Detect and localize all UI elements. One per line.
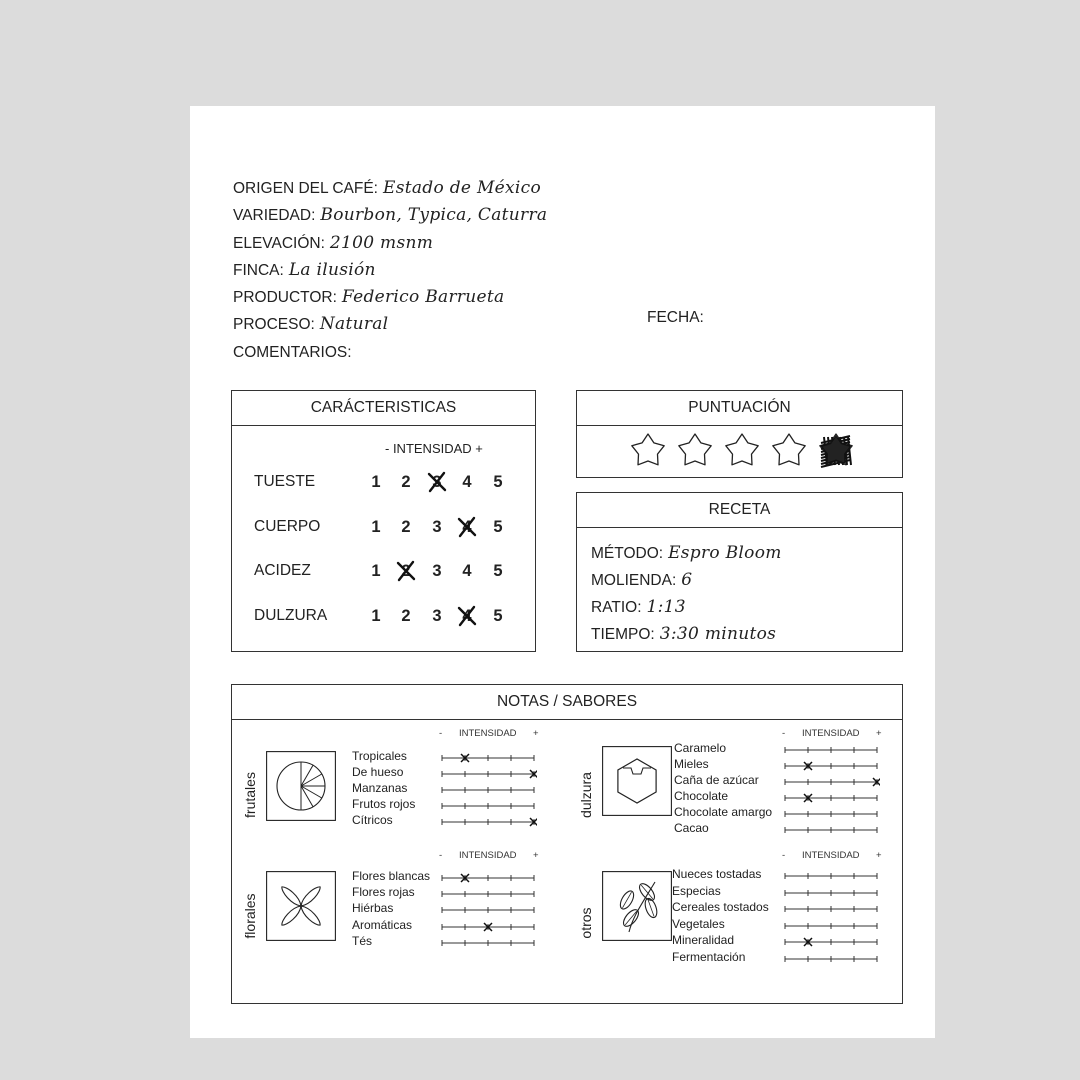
intensity-label: INTENSIDAD	[459, 728, 517, 739]
ratio-value: 1:13	[646, 597, 686, 617]
intensity-option[interactable]: 2	[401, 606, 411, 625]
intensity-scale[interactable]	[784, 919, 880, 933]
intensity-scale[interactable]	[784, 869, 880, 883]
characteristics-title: CARÁCTERISTICAS	[232, 391, 535, 426]
flavor-label: Frutos rojos	[352, 797, 416, 811]
intensity-scale[interactable]	[441, 871, 537, 885]
intensity-scale[interactable]	[784, 743, 880, 757]
time-field	[591, 624, 776, 644]
intensity-option[interactable]: 4	[462, 606, 472, 625]
intensity-option[interactable]: 3	[432, 562, 442, 580]
intensity-label: INTENSIDAD	[802, 728, 860, 739]
intensity-option[interactable]: 3	[432, 473, 442, 491]
intensity-scale[interactable]	[441, 767, 537, 781]
intensity-minus: -	[439, 850, 443, 861]
flavor-label: Cítricos	[352, 813, 393, 827]
intensity-scale[interactable]	[441, 887, 537, 901]
flavor-label: Nueces tostadas	[672, 867, 762, 881]
flavor-label: Caramelo	[674, 741, 727, 755]
flavor-label: Flores blancas	[352, 869, 431, 883]
characteristics-box	[231, 390, 536, 652]
star-icon[interactable]	[773, 434, 805, 465]
intensity-option[interactable]: 3	[432, 517, 442, 536]
star-icon[interactable]	[726, 434, 758, 465]
intensity-option[interactable]: 1	[371, 473, 381, 491]
time-value: 3:30 minutos	[659, 624, 777, 644]
recipe-box	[576, 492, 903, 652]
elevation-value: 2100 msnm	[329, 233, 434, 253]
star-icon[interactable]	[632, 434, 664, 465]
flavor-label: De hueso	[352, 765, 404, 779]
flavor-label: Vegetales	[672, 916, 725, 931]
leaves-icon	[602, 871, 672, 941]
intensity-scale[interactable]	[784, 759, 880, 773]
method-label: MÉTODO:	[591, 545, 664, 562]
notes-box	[231, 684, 903, 1004]
intensity-option[interactable]: 5	[493, 562, 503, 580]
intensity-option[interactable]: 1	[371, 562, 381, 580]
scribble-mark	[821, 436, 851, 467]
intensity-label: INTENSIDAD	[459, 850, 517, 861]
origin-label: ORIGEN DEL CAFÉ:	[233, 180, 378, 197]
intensity-scale[interactable]	[441, 903, 537, 917]
hand-x-mark	[456, 605, 478, 627]
intensity-option[interactable]: 5	[493, 473, 503, 491]
grind-label: MOLIENDA:	[591, 572, 677, 589]
flavor-label: Fermentación	[672, 949, 746, 964]
intensity-scale[interactable]	[784, 886, 880, 900]
flavor-label: Chocolate	[674, 789, 729, 803]
intensity-plus: +	[876, 850, 882, 861]
score-title: PUNTUACIÓN	[577, 391, 902, 426]
hand-x-mark	[395, 560, 417, 582]
origin-value: Estado de México	[382, 178, 541, 198]
stars-rating[interactable]	[577, 425, 902, 477]
farm-field	[233, 260, 376, 280]
variety-field	[233, 205, 547, 225]
flavor-label: Mineralidad	[672, 933, 735, 947]
intensity-scale[interactable]	[441, 815, 537, 829]
flavor-label: Especias	[672, 883, 721, 898]
variety-value: Bourbon, Typica, Caturra	[320, 205, 548, 225]
intensity-scale[interactable]	[441, 920, 537, 934]
intensity-option[interactable]: 2	[401, 562, 411, 580]
intensity-option[interactable]: 4	[462, 473, 472, 491]
producer-label: PRODUCTOR:	[233, 289, 337, 306]
intensity-scale[interactable]	[784, 775, 880, 789]
tasting-sheet	[190, 106, 935, 1038]
intensity-scale[interactable]	[784, 935, 880, 949]
producer-value: Federico Barrueta	[341, 287, 505, 307]
elevation-label: ELEVACIÓN:	[233, 235, 325, 252]
flavor-label: Flores rojas	[352, 885, 415, 900]
intensity-scale[interactable]	[441, 799, 537, 813]
intensity-option[interactable]: 1	[371, 517, 381, 536]
flavor-label: Hiérbas	[352, 901, 394, 916]
intensity-scale[interactable]	[784, 791, 880, 805]
category-label-florales: florales	[242, 892, 258, 939]
intensity-label: INTENSIDAD	[802, 850, 860, 861]
variety-label: VARIEDAD:	[233, 207, 316, 224]
date-field	[647, 307, 709, 327]
intensity-option[interactable]: 4	[462, 517, 472, 536]
intensity-minus: -	[782, 728, 786, 739]
intensity-scale[interactable]	[441, 751, 537, 765]
flavor-label: Tés	[352, 933, 373, 948]
intensity-header: - INTENSIDAD +	[385, 441, 483, 456]
intensity-scale[interactable]	[784, 902, 880, 916]
characteristic-label: DULZURA	[254, 606, 328, 624]
flavor-label: Mieles	[674, 757, 709, 771]
farm-label: FINCA:	[233, 262, 284, 279]
intensity-scale[interactable]	[784, 823, 880, 837]
hand-x-mark	[426, 471, 448, 493]
category-label-frutales: frutales	[242, 772, 258, 818]
pie-chart-icon	[266, 751, 336, 821]
flower-icon	[266, 871, 336, 941]
category-label-dulzura: dulzura	[578, 772, 594, 818]
intensity-scale[interactable]	[784, 952, 880, 966]
origin-field	[233, 178, 541, 198]
notes-title: NOTAS / SABORES	[232, 685, 902, 720]
intensity-minus: -	[782, 850, 786, 861]
intensity-scale[interactable]	[784, 807, 880, 821]
intensity-option[interactable]: 1	[371, 606, 381, 625]
process-field	[233, 314, 388, 334]
intensity-plus: +	[876, 728, 882, 739]
ratio-field	[591, 597, 686, 617]
ratio-label: RATIO:	[591, 599, 642, 616]
intensity-scale[interactable]	[441, 936, 537, 950]
flavor-label: Aromáticas	[352, 917, 413, 932]
star-icon[interactable]	[820, 434, 852, 467]
time-label: TIEMPO:	[591, 626, 655, 643]
intensity-option[interactable]: 3	[432, 606, 442, 625]
intensity-option[interactable]: 5	[493, 606, 503, 625]
score-box	[576, 390, 903, 478]
intensity-plus: +	[533, 850, 539, 861]
process-label: PROCESO:	[233, 316, 315, 333]
characteristic-label: TUESTE	[254, 473, 316, 490]
flavor-label: Chocolate amargo	[674, 805, 773, 819]
date-label: FECHA:	[647, 309, 704, 326]
grind-value: 6	[681, 570, 693, 590]
intensity-plus: +	[533, 728, 539, 739]
flavor-label: Cereales tostados	[672, 900, 769, 914]
hand-x-mark	[456, 516, 478, 538]
elevation-field	[233, 233, 433, 253]
intensity-option[interactable]: 2	[401, 517, 411, 536]
intensity-minus: -	[439, 728, 443, 739]
intensity-option[interactable]: 5	[493, 517, 503, 536]
intensity-scale[interactable]	[441, 783, 537, 797]
characteristic-label: ACIDEZ	[254, 562, 311, 579]
comments-field	[233, 342, 357, 362]
recipe-title: RECETA	[577, 493, 902, 528]
comments-label: COMENTARIOS:	[233, 344, 352, 361]
flavor-label: Caña de azúcar	[674, 773, 759, 787]
flavor-label: Cacao	[674, 821, 709, 835]
method-field	[591, 543, 782, 563]
farm-value: La ilusión	[288, 260, 376, 280]
intensity-option[interactable]: 4	[462, 562, 472, 580]
category-label-otros: otros	[578, 906, 594, 939]
star-icon[interactable]	[679, 434, 711, 465]
grind-field	[591, 570, 692, 590]
producer-field	[233, 287, 504, 307]
flavor-label: Manzanas	[352, 781, 408, 795]
method-value: Espro Bloom	[668, 543, 782, 563]
honeycomb-icon	[602, 746, 672, 816]
process-value: Natural	[319, 314, 389, 334]
intensity-option[interactable]: 2	[401, 473, 411, 491]
characteristic-label: CUERPO	[254, 517, 321, 535]
flavor-label: Tropicales	[352, 749, 407, 763]
